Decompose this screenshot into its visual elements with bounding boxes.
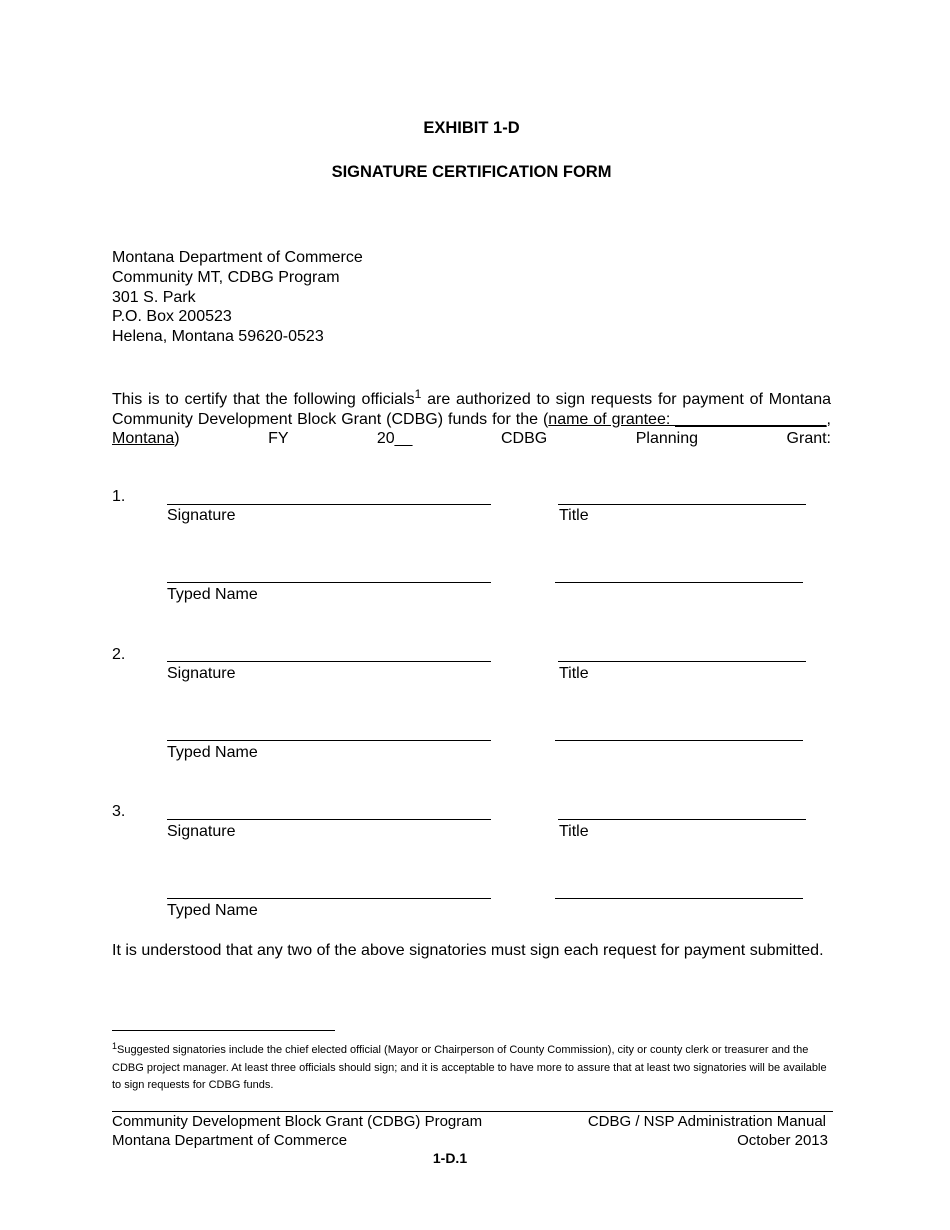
title-line[interactable] (558, 819, 806, 820)
signatory-number: 2. (112, 646, 126, 663)
signature-label: Signature (167, 823, 236, 840)
address-line: Montana Department of Commerce (112, 249, 363, 266)
title-label: Title (559, 665, 589, 682)
signature-label: Signature (167, 665, 236, 682)
footnote (112, 1042, 832, 1095)
address-line: Community MT, CDBG Program (112, 268, 340, 286)
signature-line[interactable] (167, 661, 491, 662)
grantee-name-field: name of grantee: _________________, Montana (112, 410, 831, 447)
typed-name-label: Typed Name (167, 744, 258, 761)
signature-line[interactable] (167, 504, 491, 505)
footer-left-line2: Montana Department of Commerce (112, 1132, 348, 1149)
footer-left-line1: Community Development Block Grant (CDBG) Program (112, 1113, 483, 1130)
certification-paragraph (112, 387, 831, 449)
address-block (112, 248, 363, 347)
address-line: 301 S. Park (112, 288, 196, 306)
signature-label: Signature (167, 507, 236, 524)
page-number: 1-D.1 (432, 1150, 468, 1166)
footer-right-line1: CDBG / NSP Administration Manual (587, 1113, 826, 1130)
signatory-number: 1. (112, 488, 126, 505)
typed-name-line[interactable] (167, 898, 491, 899)
page-title: SIGNATURE CERTIFICATION FORM (331, 163, 612, 181)
title-label: Title (559, 823, 589, 840)
typed-name-label: Typed Name (167, 902, 258, 919)
extra-line[interactable] (555, 582, 803, 583)
extra-line[interactable] (555, 898, 803, 899)
signatory-number: 3. (112, 803, 126, 820)
address-line: Helena, Montana 59620-0523 (112, 328, 324, 346)
signature-line[interactable] (167, 819, 491, 820)
extra-line[interactable] (555, 740, 803, 741)
address-line: P.O. Box 200523 (112, 308, 232, 326)
footnote-separator (112, 1030, 335, 1031)
cert-text: This is to certify that the following officials (112, 391, 415, 408)
cert-text: are authorized to sign requests for payment of Montana Community Development Block Grant (CDBG) funds for the ( (112, 391, 831, 428)
typed-name-line[interactable] (167, 740, 491, 741)
cert-text: ) FY 20__ CDBG Planning Grant: (174, 430, 831, 447)
title-line[interactable] (558, 661, 806, 662)
typed-name-label: Typed Name (167, 586, 258, 603)
footnote-text: Suggested signatories include the chief elected official (Mayor or Chairperson of County Commission), city or county clerk or treasurer and the CDBG project manager. At least three officials should sign; and it is acceptable to have more to assure that at least two signatories will be available to sign requests for CDBG funds. (112, 1044, 827, 1091)
closing-paragraph: It is understood that any two of the above signatories must sign each request for payment submitted. (112, 942, 824, 959)
title-line[interactable] (558, 504, 806, 505)
exhibit-label: EXHIBIT 1-D (423, 119, 520, 137)
footnote-marker: 1 (112, 1041, 118, 1051)
footnote-reference: 1 (414, 387, 422, 401)
footer-right-line2: October 2013 (737, 1132, 828, 1149)
typed-name-line[interactable] (167, 582, 491, 583)
title-label: Title (559, 507, 589, 524)
